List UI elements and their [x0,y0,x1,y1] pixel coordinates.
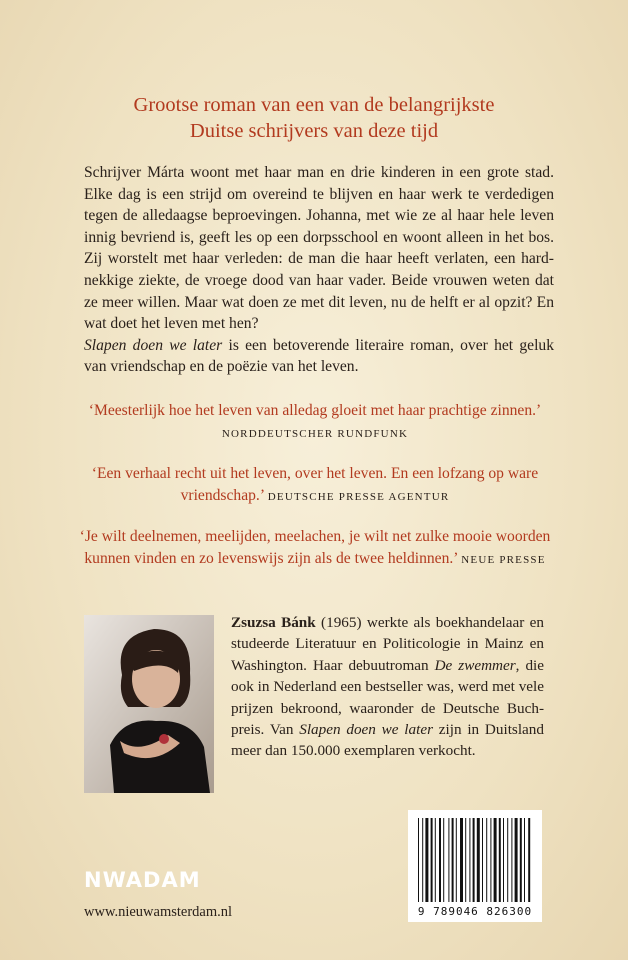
barcode-bar [418,818,419,902]
barcode-bar [456,818,457,902]
barcode-bar [431,818,433,902]
author-portrait-icon [84,615,214,793]
isbn-barcode [408,810,542,922]
barcode-bar [490,818,491,902]
headline-line-2: Duitse schrijvers van deze tijd [189,120,439,142]
barcode-bar [452,818,454,902]
blurb [84,162,554,378]
barcode-bar [465,818,466,902]
barcode-bar [520,818,522,902]
barcode-bar [469,818,470,902]
barcode-bar [515,818,518,902]
quote-text: ‘Een verhaal recht uit het leven, over het leven. En een lofzang op ware vriendschap.’ [91,465,539,504]
blurb-book-title: Slapen doen we later [84,336,223,354]
barcode-bar [494,818,497,902]
barcode-bar [524,818,525,902]
barcode-bar [511,818,512,902]
barcode-bar [499,818,501,902]
barcode-bar [435,818,436,902]
quote-text: ‘Meesterlijk hoe het leven van alledag gloeit met haar prachtige zinnen.’ [88,402,542,419]
author-bio [231,612,544,762]
review-quote-3 [70,526,560,571]
author-photo [84,615,214,793]
barcode-bar [425,818,428,902]
quote-source: NEUE PRESSE [461,554,546,566]
debut-title: De zwemmer [434,656,516,674]
barcode-bar [528,818,530,902]
headline-line-1: Grootse roman van een van de belangrijkste [133,94,495,116]
barcode-bar [448,818,449,902]
headline [0,92,628,144]
barcode-bar [439,818,441,902]
barcode-bar [486,818,487,902]
quote-source: NORDDEUTSCHER RUNDFUNK [221,428,409,440]
review-quote-1 [70,400,560,445]
barcode-bar [477,818,480,902]
quote-source: DEUTSCHE PRESSE AGENTUR [267,491,450,503]
barcode-bar [507,818,508,902]
blurb-paragraph-1: Schrijver Márta woont met haar man en drie kinderen in een grote stad. Elke dag is een strijd om overeind te blijven en haar werk te verdedigen tegen de alledaagse beproevingen. Johanna, met wie ze al haar hele leven innig bevriend is, geeft les op een dorpsschool en woont alleen in het bos. Zij worstelt met haar verleden: de man die haar heeft verlaten, een hardnekkige ziekte, de vroege dood van haar vader. Beide vrouwen weten dat ze meer willen. Maar wat doen ze met dit leven, nu de helft er al opzit? En wat doet het leven met hen? [84,164,554,333]
barcode-bar [473,818,475,902]
barcode-bar [443,818,444,902]
blurb-paragraph-2 [84,335,554,378]
barcode-bar [482,818,483,902]
barcode-bar [460,818,463,902]
book-title: Slapen doen we later [299,721,433,739]
barcode-bar [503,818,504,902]
author-bio-text: Zsuzsa Bánk (1965) werkte als boekhandelaar en studeerde Literatuur en Politicologie in Mainz en Washington. Haar debuutroman De zwemmer, die ook in Nederland een bestseller was, werd met vele prijzen bekroond, waaronder de Deutsche Buchpreis. Van Slapen doen we later zijn in Duitsland meer dan 150.000 exemplaren verkocht. [231,614,545,760]
author-name: Zsuzsa Bánk [231,614,316,631]
blurb-paragraph-2-text: is een betoverende literaire roman, over het geluk van vriendschap en de poëzie van het leven. [84,336,554,376]
barcode-bar [422,818,423,902]
quote-text: ‘Je wilt deelnemen, meelijden, meelachen, je wilt net zulke mooie woorden kunnen vinden en zo levenswijs zijn als de twee heldinnen.’ [79,528,551,567]
publisher-logo: NWADAM [84,868,201,892]
barcode-digits: 9 789046 826300 [417,905,533,918]
review-quote-2 [70,463,560,508]
publisher-url[interactable]: www.nieuwamsterdam.nl [84,904,233,920]
